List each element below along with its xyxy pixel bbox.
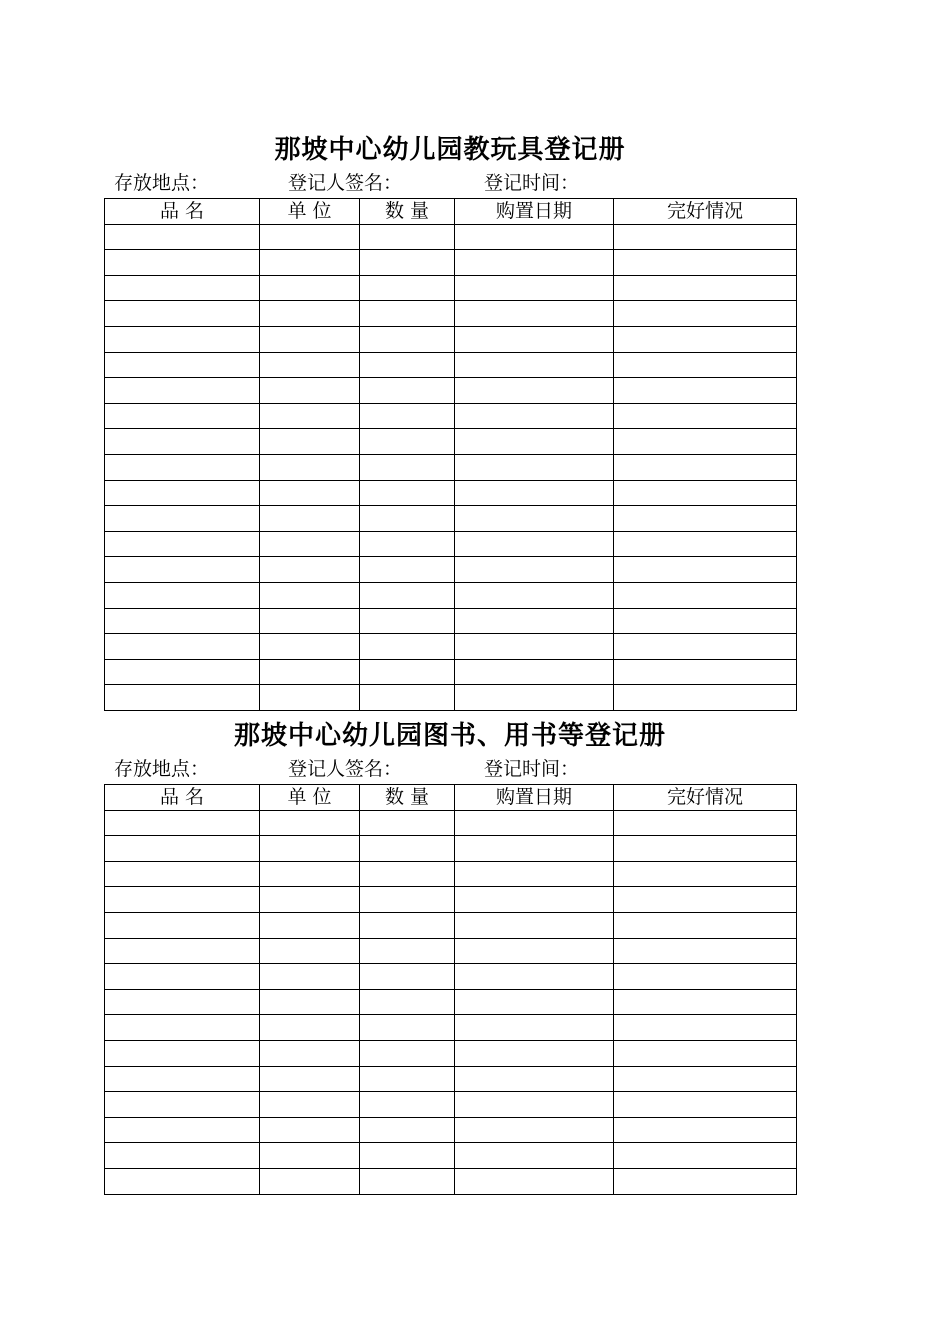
table-cell [614,1117,797,1143]
table-cell [455,1015,614,1041]
table-cell [455,938,614,964]
table-cell [360,429,455,455]
table-cell [105,506,260,532]
table-cell [614,608,797,634]
table-cell [614,989,797,1015]
table-row [105,454,797,480]
table-cell [614,1015,797,1041]
table-cell [455,912,614,938]
table-cell [455,685,614,711]
table-cell [260,861,360,887]
table-cell [260,531,360,557]
table-cell [455,326,614,352]
table-row [105,964,797,990]
table-cell [360,938,455,964]
table-cell [260,557,360,583]
table-cell [260,887,360,913]
column-header-purchase-date: 购置日期 [455,785,614,811]
table-cell [260,582,360,608]
table-cell [455,810,614,836]
table-cell [360,480,455,506]
table-row [105,429,797,455]
location-label: 存放地点： [114,172,210,194]
time-label: 登记时间： [484,758,580,780]
table-cell [360,1168,455,1194]
table-row [105,1015,797,1041]
table-cell [614,352,797,378]
table-cell [105,224,260,250]
table-cell [614,1168,797,1194]
table-row [105,1117,797,1143]
table-cell [260,1117,360,1143]
table-row [105,352,797,378]
table-row [105,480,797,506]
table-cell [260,938,360,964]
table-cell [260,659,360,685]
table-cell [105,1117,260,1143]
table-cell [360,634,455,660]
table-cell [614,1092,797,1118]
table-cell [455,887,614,913]
table-cell [614,326,797,352]
table-cell [260,403,360,429]
table-row [105,531,797,557]
table-cell [105,608,260,634]
table-cell [360,378,455,404]
table-cell [260,989,360,1015]
table-cell [105,429,260,455]
table-cell [360,352,455,378]
table-cell [105,989,260,1015]
table-row [105,301,797,327]
table-cell [260,912,360,938]
table-cell [105,403,260,429]
table-row [105,506,797,532]
table-cell [360,275,455,301]
table-cell [455,1092,614,1118]
table-cell [455,429,614,455]
table-cell [360,531,455,557]
table-row [105,1168,797,1194]
table-cell [614,429,797,455]
column-header-name: 品 名 [105,199,260,225]
table-cell [260,429,360,455]
table-cell [614,659,797,685]
table-cell [105,1066,260,1092]
table-row [105,810,797,836]
table-cell [260,454,360,480]
table-cell [105,1015,260,1041]
table-row [105,685,797,711]
table-cell [614,275,797,301]
table-cell [455,480,614,506]
table-cell [105,378,260,404]
table-cell [360,301,455,327]
table-cell [455,1066,614,1092]
table-cell [614,557,797,583]
table-cell [260,1015,360,1041]
table-cell [455,634,614,660]
table-cell [360,1092,455,1118]
table-cell [360,1040,455,1066]
table-cell [614,250,797,276]
toy-register-section [104,132,796,711]
table-cell [360,659,455,685]
table-cell [360,250,455,276]
table-cell [105,1143,260,1169]
table-cell [614,810,797,836]
table-cell [105,1168,260,1194]
table-cell [360,557,455,583]
table-cell [614,938,797,964]
table-cell [614,1143,797,1169]
table-row [105,275,797,301]
table-cell [105,659,260,685]
location-label: 存放地点： [114,758,210,780]
table-cell [614,1066,797,1092]
table-row [105,1143,797,1169]
table-row [105,378,797,404]
table-cell [455,1168,614,1194]
table-row [105,938,797,964]
register-meta [104,754,796,784]
table-cell [455,964,614,990]
table-cell [614,685,797,711]
table-cell [455,836,614,862]
table-cell [455,378,614,404]
column-header-quantity: 数 量 [360,785,455,811]
table-cell [105,582,260,608]
table-cell [614,480,797,506]
table-cell [360,810,455,836]
table-cell [614,403,797,429]
table-row [105,1066,797,1092]
table-cell [360,1117,455,1143]
table-row [105,403,797,429]
table-cell [455,557,614,583]
table-cell [614,506,797,532]
table-cell [455,531,614,557]
table-cell [260,224,360,250]
section-title: 那坡中心幼儿园图书、用书等登记册 [233,721,666,751]
table-row [105,861,797,887]
table-cell [260,301,360,327]
table-cell [260,634,360,660]
table-row [105,326,797,352]
table-cell [105,912,260,938]
signer-label: 登记人签名： [288,172,403,194]
table-cell [360,506,455,532]
table-cell [614,861,797,887]
table-body [105,224,797,710]
table-cell [455,352,614,378]
table-cell [260,480,360,506]
table-cell [455,1040,614,1066]
table-cell [360,454,455,480]
table-header-row [105,199,797,225]
table-cell [360,887,455,913]
table-row [105,634,797,660]
table-cell [260,1168,360,1194]
table-cell [455,454,614,480]
column-header-condition: 完好情况 [614,785,797,811]
table-cell [360,1066,455,1092]
table-cell [455,301,614,327]
table-cell [360,1015,455,1041]
table-cell [614,887,797,913]
table-cell [105,810,260,836]
table-cell [614,301,797,327]
table-cell [455,582,614,608]
table-row [105,659,797,685]
table-cell [360,836,455,862]
table-cell [105,275,260,301]
table-cell [260,810,360,836]
table-row [105,250,797,276]
table-cell [614,224,797,250]
table-cell [614,531,797,557]
table-cell [260,378,360,404]
table-cell [105,326,260,352]
table-cell [455,250,614,276]
table-cell [260,608,360,634]
table-cell [360,861,455,887]
table-cell [614,1040,797,1066]
table-cell [105,301,260,327]
table-cell [260,1143,360,1169]
table-cell [260,250,360,276]
signer-label: 登记人签名： [288,758,403,780]
table-cell [360,912,455,938]
table-cell [105,685,260,711]
column-header-condition: 完好情况 [614,199,797,225]
column-header-name: 品 名 [105,785,260,811]
column-header-unit: 单 位 [260,785,360,811]
table-cell [455,659,614,685]
table-cell [105,480,260,506]
table-cell [105,861,260,887]
table-row [105,608,797,634]
table-row [105,836,797,862]
book-register-table [104,784,797,1195]
table-cell [105,454,260,480]
column-header-quantity: 数 量 [360,199,455,225]
table-cell [260,326,360,352]
table-cell [105,938,260,964]
table-cell [260,685,360,711]
table-cell [614,378,797,404]
table-cell [105,531,260,557]
table-cell [105,352,260,378]
table-row [105,1040,797,1066]
table-cell [455,1117,614,1143]
table-row [105,887,797,913]
table-cell [360,989,455,1015]
table-cell [105,1040,260,1066]
table-cell [455,506,614,532]
table-cell [614,582,797,608]
table-cell [260,275,360,301]
page-title: 那坡中心幼儿园教玩具登记册 [274,135,626,165]
table-header-row [105,785,797,811]
table-cell [455,608,614,634]
table-cell [105,887,260,913]
table-cell [105,557,260,583]
table-cell [360,582,455,608]
table-row [105,1092,797,1118]
table-cell [614,912,797,938]
column-header-unit: 单 位 [260,199,360,225]
table-body [105,810,797,1194]
column-header-purchase-date: 购置日期 [455,199,614,225]
toy-register-table [104,198,797,711]
table-cell [260,1066,360,1092]
table-cell [360,224,455,250]
table-cell [614,836,797,862]
table-cell [455,224,614,250]
time-label: 登记时间： [484,172,580,194]
table-cell [260,964,360,990]
table-cell [360,403,455,429]
table-cell [360,1143,455,1169]
table-row [105,912,797,938]
table-cell [260,836,360,862]
table-cell [105,634,260,660]
table-cell [360,608,455,634]
table-cell [455,861,614,887]
book-register-section [104,718,796,1195]
table-cell [105,1092,260,1118]
table-row [105,989,797,1015]
table-cell [105,836,260,862]
table-cell [614,634,797,660]
table-cell [260,506,360,532]
table-row [105,224,797,250]
table-row [105,557,797,583]
table-cell [260,1092,360,1118]
table-cell [614,964,797,990]
table-cell [455,403,614,429]
table-cell [260,352,360,378]
table-cell [360,685,455,711]
table-cell [260,1040,360,1066]
table-cell [455,275,614,301]
table-cell [455,989,614,1015]
table-cell [360,964,455,990]
register-meta [104,168,796,198]
table-cell [455,1143,614,1169]
table-cell [614,454,797,480]
table-row [105,582,797,608]
table-cell [360,326,455,352]
table-cell [105,250,260,276]
table-cell [105,964,260,990]
